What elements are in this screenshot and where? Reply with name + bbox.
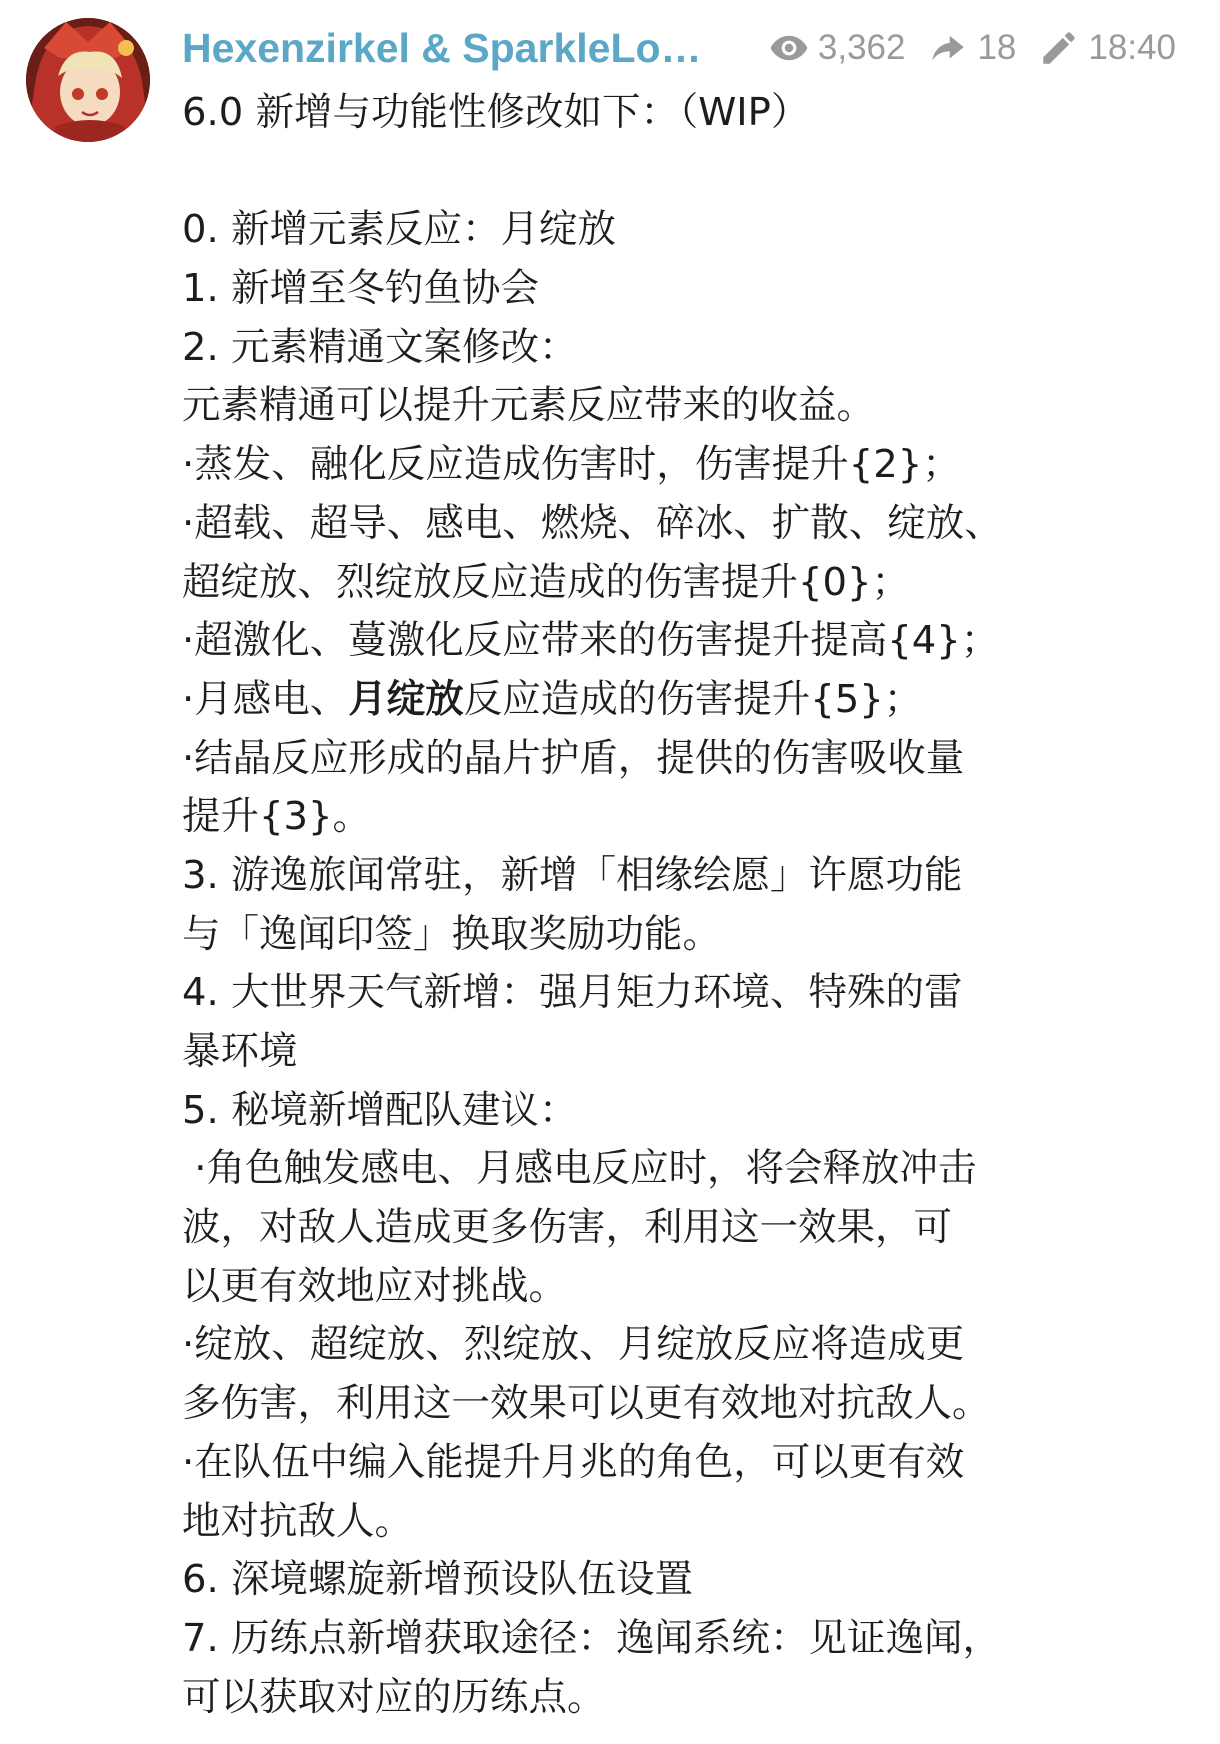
message-line: 多伤害，利用这一效果可以更有效地对抗敌人。 [182, 1381, 991, 1427]
message-line: ·蒸发、融化反应造成伤害时，伤害提升{2}； [182, 442, 961, 488]
message-line: ·结晶反应形成的晶片护盾，提供的伤害吸收量 [182, 735, 965, 781]
message-line: ·绽放、超绽放、烈绽放、月绽放反应将造成更 [182, 1322, 965, 1368]
post-time: 18:40 [1088, 28, 1176, 67]
pencil-icon [1038, 27, 1080, 69]
views-count: 3,362 [817, 28, 906, 67]
message-line: ·超激化、蔓激化反应带来的伤害提升提高{4}； [182, 618, 1000, 664]
message-line: 7. 历练点新增获取途径：逸闻系统：见证逸闻， [182, 1615, 1001, 1661]
message-line: 6. 深境螺旋新增预设队伍设置 [182, 1557, 693, 1603]
share-arrow-icon [927, 27, 969, 69]
message-line: 地对抗敌人。 [182, 1498, 414, 1544]
message-line: 3. 游逸旅闻常驻，新增「相缘绘愿」许愿功能 [182, 852, 963, 898]
message-line: 可以获取对应的历练点。 [182, 1674, 606, 1720]
message-line: 暴环境 [182, 1029, 298, 1074]
message-line: 4. 大世界天气新增：强月矩力环境、特殊的雷 [182, 970, 963, 1016]
message-line: ·在队伍中编入能提升月兆的角色，可以更有效 [182, 1439, 965, 1485]
avatar-image [26, 18, 150, 142]
message-line: 6.0 新增与功能性修改如下：（WIP） [182, 90, 810, 135]
message-line: 波，对敌人造成更多伤害，利用这一效果，可 [182, 1205, 953, 1251]
message-line-mixed [182, 671, 1142, 730]
line-suffix: 反应造成的伤害提升{5}； [463, 676, 923, 722]
message-line [182, 143, 1142, 202]
message-line: 以更有效地应对挑战。 [182, 1263, 568, 1309]
shares-counter [927, 24, 1016, 72]
post-meta [768, 24, 1176, 72]
message-line: 提升{3}。 [182, 794, 371, 840]
message-line: 0. 新增元素反应：月绽放 [182, 207, 616, 253]
shares-count: 18 [977, 28, 1017, 67]
message-line: 与「逸闻印签」换取奖励功能。 [182, 911, 722, 957]
bold-term: 月绽放 [348, 676, 464, 722]
message-line: ·超载、超导、感电、燃烧、碎冰、扩散、绽放、 [182, 500, 1003, 546]
message-line: 2. 元素精通文案修改： [182, 324, 578, 370]
message-line: ·角色触发感电、月感电反应时，将会释放冲击 [182, 1146, 977, 1192]
message-line: 5. 秘境新增配队建议： [182, 1087, 578, 1133]
post-header [182, 20, 1192, 76]
message-text [182, 84, 1142, 1727]
channel-name[interactable]: Hexenzirkel & SparkleLo… [182, 25, 702, 71]
views-counter [768, 24, 906, 72]
edited-time [1038, 24, 1176, 72]
eye-icon [768, 27, 810, 69]
message-line: 1. 新增至冬钓鱼协会 [182, 266, 539, 312]
message-line: 元素精通可以提升元素反应带来的收益。 [182, 383, 876, 429]
message-line: 超绽放、烈绽放反应造成的伤害提升{0}； [182, 559, 910, 605]
line-prefix: ·月感电、 [182, 676, 349, 722]
channel-avatar[interactable] [26, 18, 150, 142]
